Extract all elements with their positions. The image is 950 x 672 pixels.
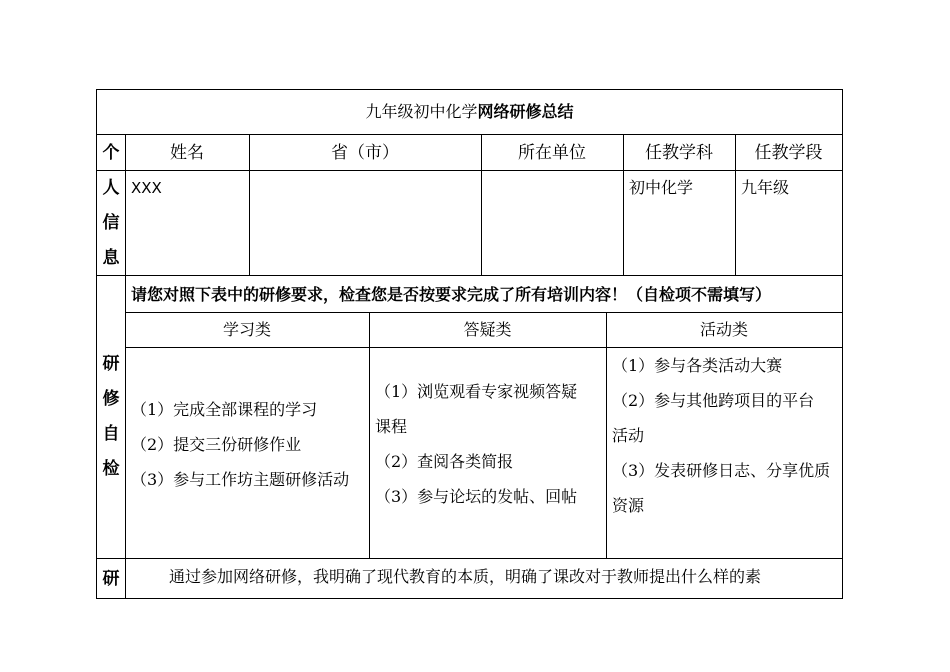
list-item: 活动	[612, 426, 645, 445]
header-unit: 所在单位	[518, 143, 586, 163]
table-border-top	[96, 89, 843, 90]
header-grade: 任教学段	[754, 143, 823, 163]
list-item: （1）完成全部课程的学习	[131, 400, 318, 419]
list-item: （1）浏览观看专家视频答疑	[375, 382, 578, 401]
table-rule	[369, 312, 370, 559]
list-item: 资源	[612, 496, 645, 515]
section-label-char: 信	[102, 213, 120, 233]
section-label-char: 息	[102, 248, 120, 268]
table-rule	[125, 312, 843, 313]
table-rule	[96, 134, 843, 135]
table-border-right	[842, 89, 843, 599]
category-activity: 活动类	[699, 320, 748, 339]
section-label-char: 人	[102, 178, 120, 198]
list-item: （3）参与工作坊主题研修活动	[131, 470, 350, 489]
table-border-bottom	[96, 598, 843, 599]
section-label-char: 修	[102, 389, 120, 409]
value-subject: 初中化学	[629, 178, 694, 197]
section-label-char: 个	[102, 143, 120, 163]
header-name: 姓名	[170, 143, 204, 163]
activity-items	[612, 348, 841, 523]
category-qa: 答疑类	[463, 320, 512, 339]
section-label-char: 检	[102, 459, 120, 479]
header-province: 省（市）	[331, 143, 399, 163]
list-item: （1）参与各类活动大赛	[612, 356, 783, 375]
title-prefix: 九年级初中化学	[365, 102, 478, 121]
study-items	[131, 392, 367, 497]
list-item: （3）发表研修日志、分享优质	[612, 461, 831, 480]
value-name: XXX	[131, 179, 162, 197]
list-item: （2）提交三份研修作业	[131, 435, 302, 454]
list-item: （2）查阅各类简报	[375, 452, 514, 471]
category-study: 学习类	[222, 320, 271, 339]
section-label-check	[96, 347, 126, 487]
page-title	[96, 101, 843, 123]
section-label-char: 自	[102, 424, 120, 444]
list-item: （3）参与论坛的发帖、回帖	[375, 487, 578, 506]
table-rule	[96, 558, 843, 559]
qa-items	[375, 374, 605, 514]
check-instruction: 请您对照下表中的研修要求，检查您是否按要求完成了所有培训内容！（自检项不需填写）	[131, 285, 772, 304]
section-label-char: 研	[102, 354, 120, 374]
table-rule	[96, 275, 843, 276]
table-rule	[606, 312, 607, 559]
list-item: 课程	[375, 417, 408, 436]
section-label-personal	[96, 136, 126, 276]
header-subject: 任教学科	[645, 143, 713, 163]
list-item: （2）参与其他跨项目的平台	[612, 391, 815, 410]
table-rule	[96, 170, 843, 171]
summary-text: 通过参加网络研修，我明确了现代教育的本质，明确了课改对于教师提出什么样的素	[169, 567, 762, 586]
section-label-summary: 研	[102, 569, 120, 589]
title-bold: 网络研修总结	[477, 102, 574, 121]
value-grade: 九年级	[741, 178, 790, 197]
